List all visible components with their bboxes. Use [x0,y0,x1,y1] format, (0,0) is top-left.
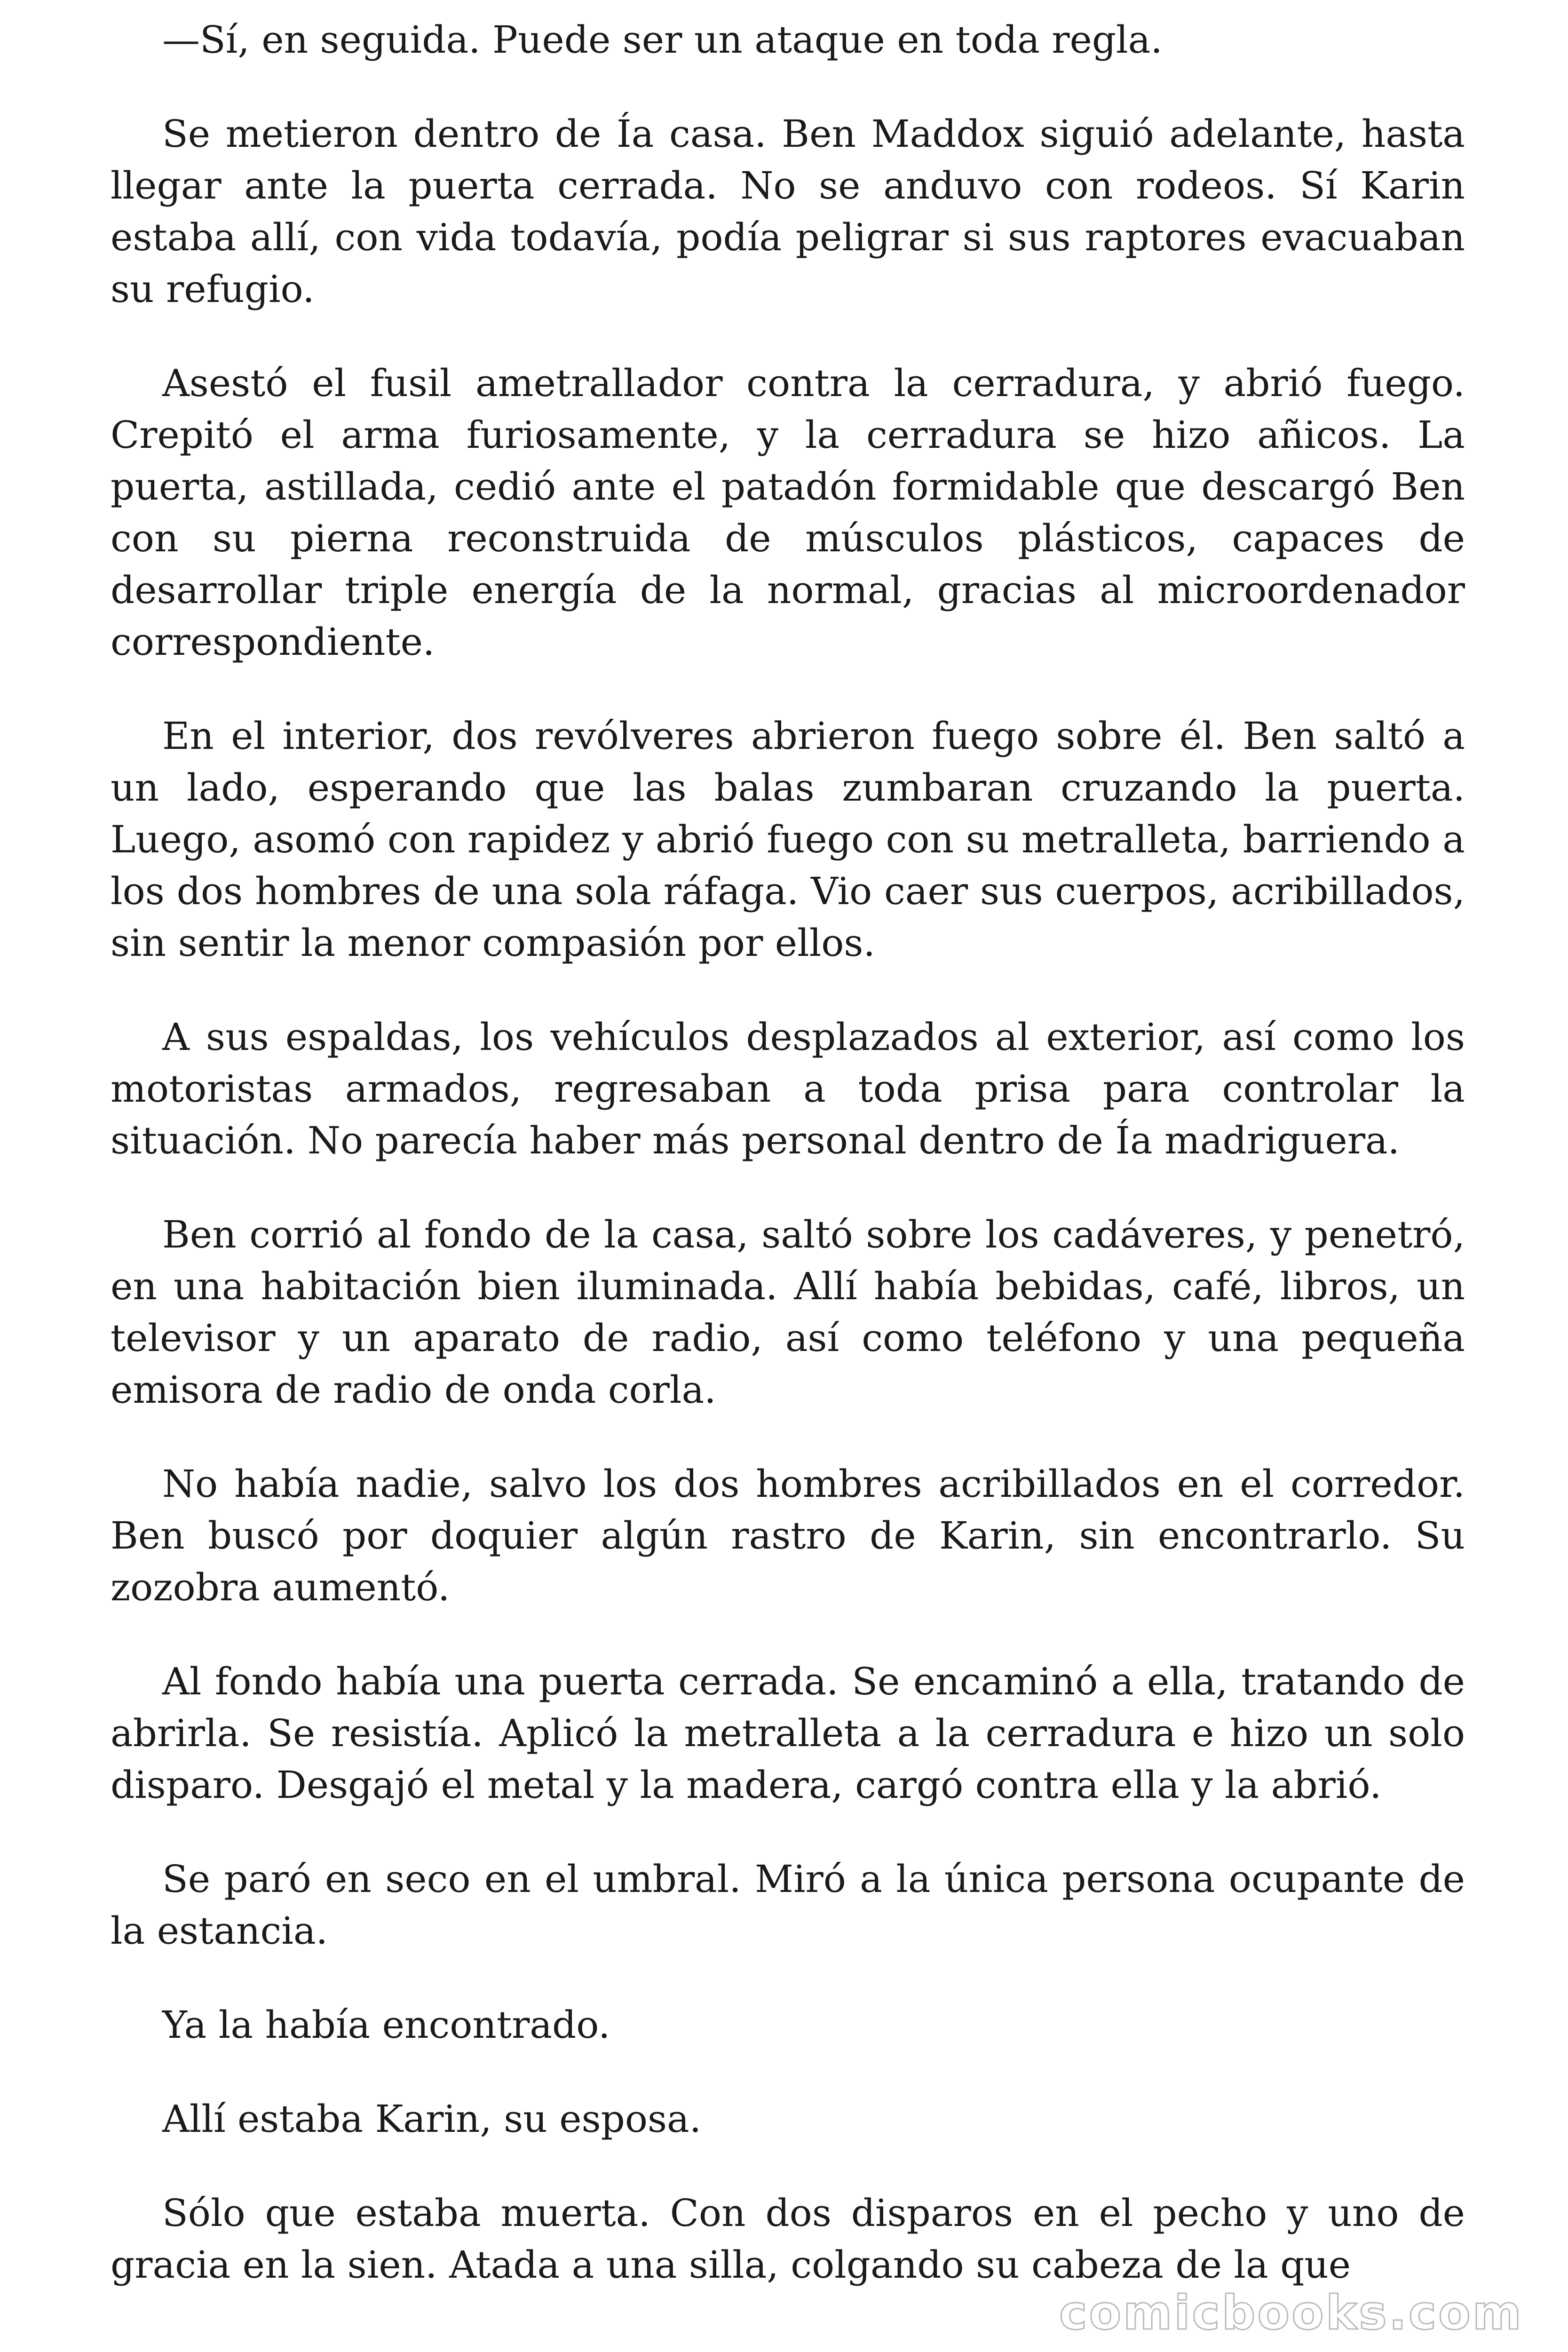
paragraph-11: Allí estaba Karin, su esposa. [162,2097,702,2141]
book-page-text [111,14,1465,2291]
site-watermark: comicbooks.com [1059,2285,1523,2340]
paragraph-6: Ben corrió al fondo de la casa, saltó sobre los cadáveres, y penetró, en una habitación bien iluminada. Allí había bebidas, café, libros, un televisor y un aparato de radio, así como teléfono y una pequeña emisora de radio de onda corla. [111,1213,1465,1412]
paragraph-10: Ya la había encontrado. [162,2003,610,2047]
paragraph-3: Asestó el fusil ametrallador contra la cerradura, y abrió fuego. Crepitó el arma furiosamente, y la cerradura se hizo añicos. La puerta, astillada, cedió ante el patadón formidable que descargó Ben con su pierna reconstruida de músculos plásticos, capaces de desarrollar triple energía de la normal, gracias al microordenador correspondiente. [111,361,1465,664]
paragraph-5: A sus espaldas, los vehículos desplazados al exterior, así como los motoristas armados, regresaban a toda prisa para controlar la situación. No parecía haber más personal dentro de Ía madriguera. [111,1015,1465,1162]
paragraph-12: Sólo que estaba muerta. Con dos disparos en el pecho y uno de gracia en la sien. Atada a una silla, colgando su cabeza de la que [111,2191,1465,2287]
paragraph-1: —Sí, en seguida. Puede ser un ataque en toda regla. [162,18,1163,62]
paragraph-8: Al fondo había una puerta cerrada. Se encaminó a ella, tratando de abrirla. Se resistía. Aplicó la metralleta a la cerradura e hizo un solo disparo. Desgajó el metal y la madera, cargó contra ella y la abrió. [111,1660,1465,1807]
paragraph-2: Se metieron dentro de Ía casa. Ben Maddox siguió adelante, hasta llegar ante la puerta cerrada. No se anduvo con rodeos. Sí Karin estaba allí, con vida todavía, podía peligrar si sus raptores evacuaban su refugio. [111,112,1465,311]
paragraph-7: No había nadie, salvo los dos hombres acribillados en el corredor. Ben buscó por doquier algún rastro de Karin, sin encontrarlo. Su zozobra aumentó. [111,1462,1465,1609]
paragraph-4: En el interior, dos revólveres abrieron fuego sobre él. Ben saltó a un lado, esperando que las balas zumbaran cruzando la puerta. Luego, asomó con rapidez y abrió fuego con su metralleta, barriendo a los dos hombres de una sola ráfaga. Vio caer sus cuerpos, acribillados, sin sentir la menor compasión por ellos. [111,714,1465,965]
paragraph-9: Se paró en seco en el umbral. Miró a la única persona ocupante de la estancia. [111,1857,1465,1953]
